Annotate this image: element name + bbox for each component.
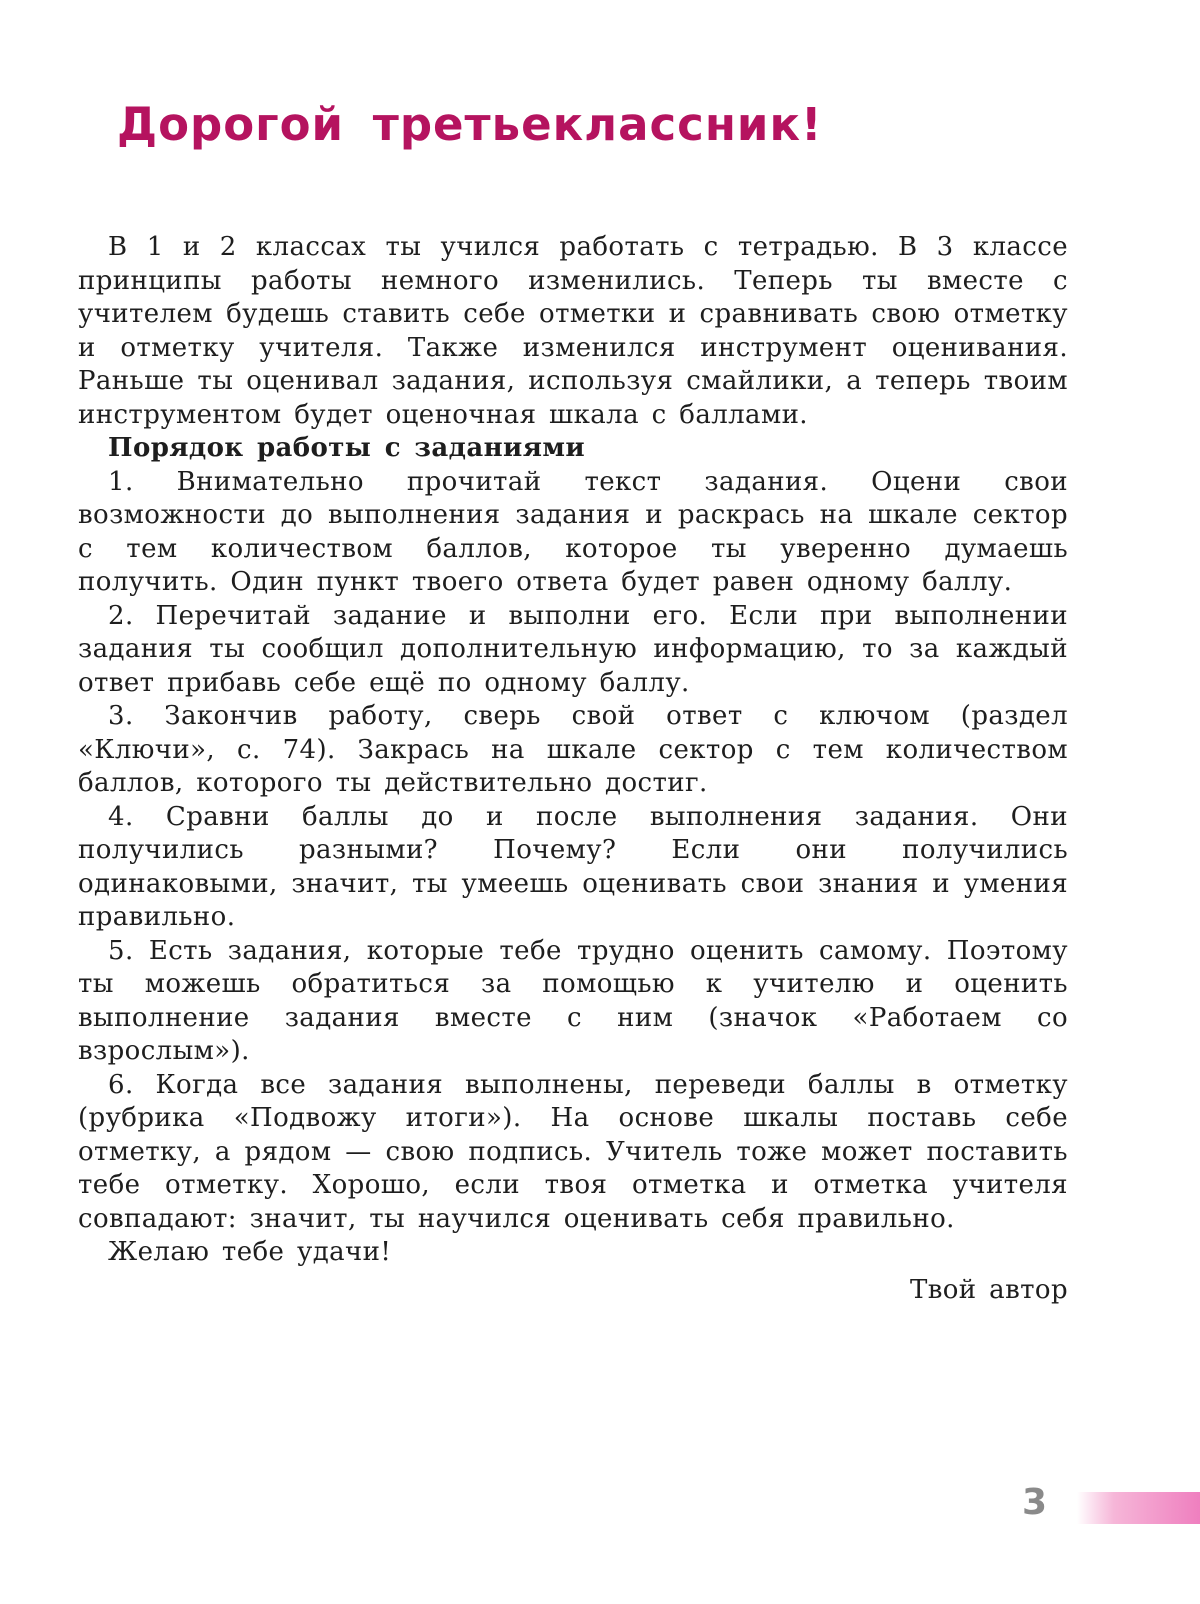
step-2-paragraph: 2. Перечитай задание и выполни его. Если при выполнении задания ты сообщил дополнительную информацию, то за каждый ответ прибавь себе ещё по одному баллу. (78, 600, 1068, 698)
signature: Твой автор (909, 1274, 1068, 1305)
letter-body (78, 231, 1068, 1307)
intro-paragraph: В 1 и 2 классах ты учился работать с тетрадью. В 3 классе принципы работы немного изменились. Теперь ты вместе с учителем будешь ставить себе отметки и сравнивать свою отметку и отметку учителя. Также изменился инструмент оценивания. Раньше ты оценивал задания, используя смайлики, а теперь твоим инструментом будет оценочная шкала с баллами. (78, 232, 1068, 430)
wish-paragraph: Желаю тебе удачи! (108, 1237, 392, 1267)
section-heading: Порядок работы с заданиями (108, 433, 586, 463)
step-6-paragraph: 6. Когда все задания выполнены, переведи баллы в отметку (рубрика «Подвожу итоги»). На основе шкалы поставь себе отметку, а рядом — свою подпись. Учитель тоже может поставить тебе отметку. Хорошо, если твоя отметка и отметка учителя совпадают: значит, ты научился оценивать себя правильно. (78, 1069, 1068, 1234)
step-3-paragraph: 3. Закончив работу, сверь свой ответ с ключом (раздел «Ключи», с. 74). Закрась на шкале сектор с тем количеством баллов, которого ты действительно достиг. (78, 701, 1068, 798)
page-title: Дорогой третьеклассник! (117, 98, 823, 151)
page-accent-bar (1077, 1492, 1200, 1524)
step-4-paragraph: 4. Сравни баллы до и после выполнения задания. Они получились разными? Почему? Если они получились одинаковыми, значит, ты умеешь оценивать свои знания и умения правильно. (78, 801, 1068, 932)
page-number: 3 (1022, 1482, 1048, 1523)
step-5-paragraph: 5. Есть задания, которые тебе трудно оценить самому. Поэтому ты можешь обратиться за помощью к учителю и оценить выполнение задания вместе с ним (значок «Работаем со взрослым»). (78, 935, 1068, 1066)
step-1-paragraph: 1. Внимательно прочитай текст задания. Оцени свои возможности до выполнения задания и раскрась на шкале сектор с тем количеством баллов, которое ты уверенно думаешь получить. Один пункт твоего ответа будет равен одному баллу. (78, 466, 1068, 597)
